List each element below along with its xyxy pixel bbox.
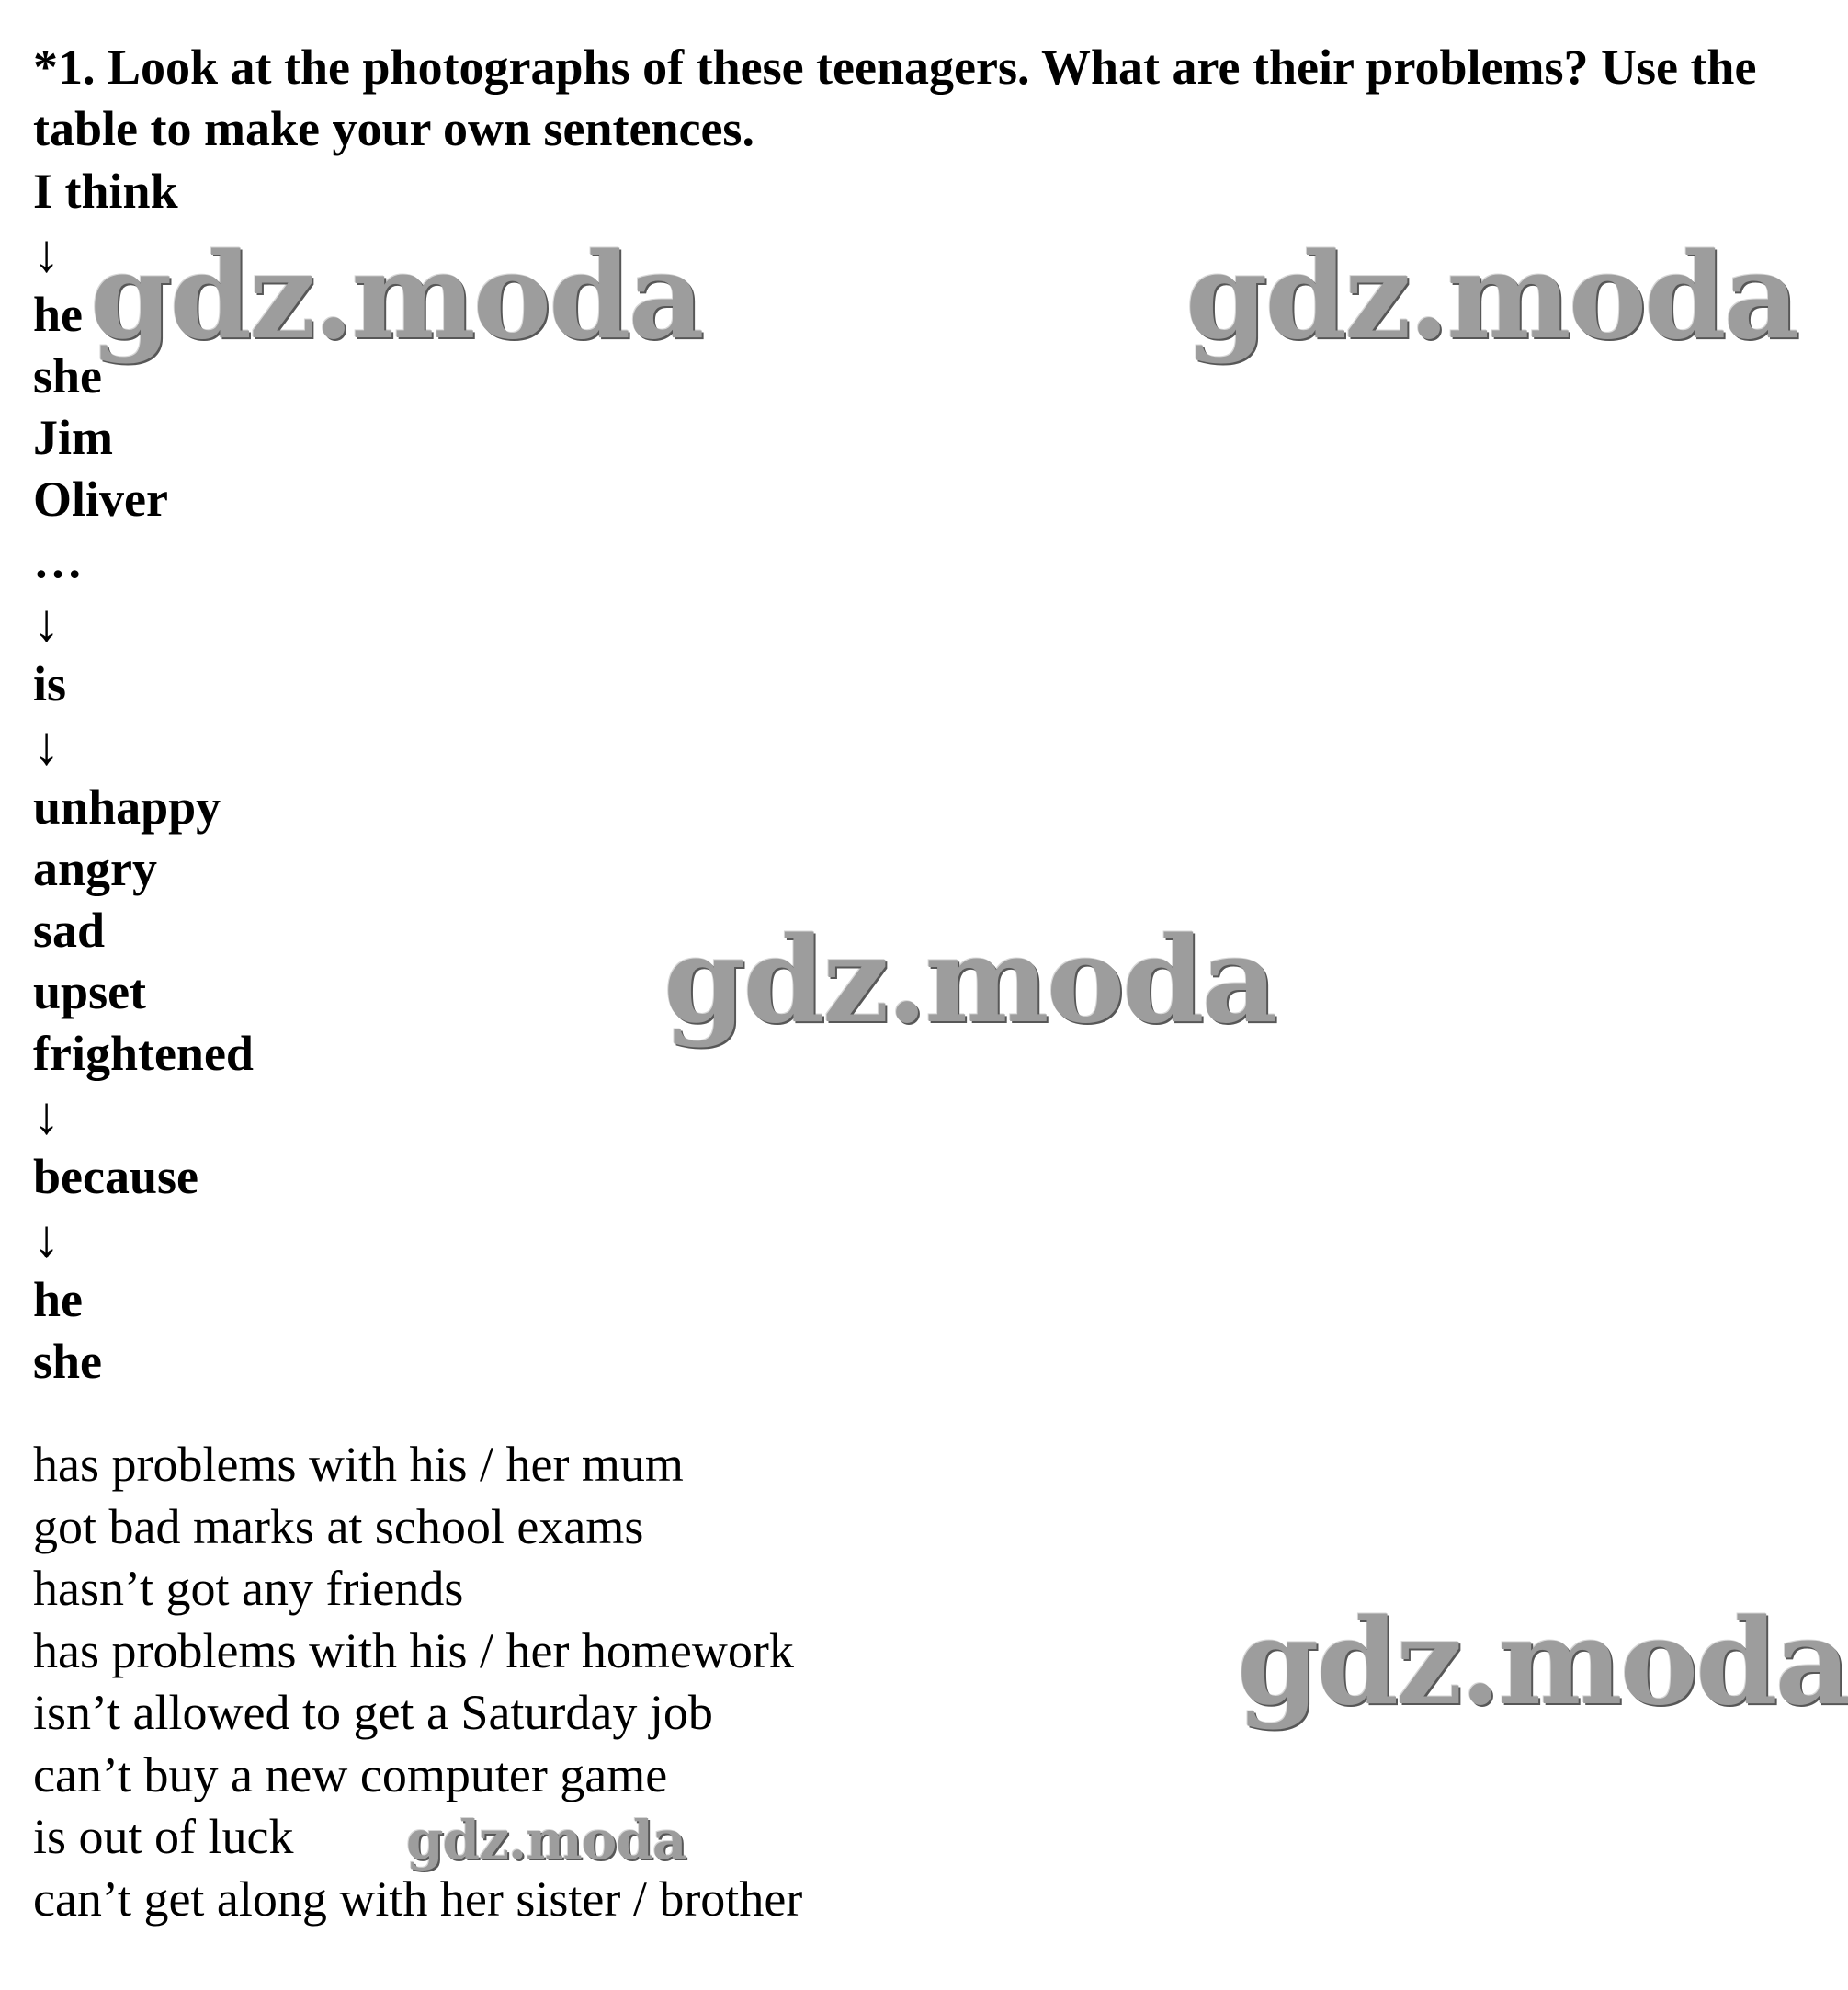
- pronoun-option: she: [33, 1334, 103, 1389]
- adjective-option: sad: [33, 903, 106, 958]
- subject-option: Oliver: [33, 472, 168, 527]
- down-arrow-icon: ↓: [33, 593, 60, 653]
- reason-option: can’t buy a new computer game: [33, 1746, 668, 1802]
- connector-word: because: [33, 1149, 198, 1204]
- subject-option: Jim: [33, 410, 113, 465]
- down-arrow-icon: ↓: [33, 1086, 60, 1145]
- watermark-logo: gdz.moda: [90, 228, 702, 366]
- reason-option: has problems with his / her homework: [33, 1622, 794, 1678]
- reason-option: isn’t allowed to get a Saturday job: [33, 1685, 713, 1740]
- adjective-option: frightened: [33, 1026, 254, 1081]
- subject-option: …: [33, 533, 83, 588]
- watermark-logo: gdz.moda: [663, 912, 1275, 1050]
- intro-phrase: I think: [33, 164, 178, 219]
- verb-word: is: [33, 656, 67, 711]
- adjective-option: unhappy: [33, 779, 221, 835]
- adjective-option: upset: [33, 964, 147, 1019]
- pronoun-option: he: [33, 1272, 83, 1327]
- reason-option: can’t get along with her sister / brother: [33, 1871, 803, 1927]
- reason-option: is out of luck: [33, 1809, 294, 1864]
- subject-option: she: [33, 348, 103, 404]
- exercise-title: *1. Look at the photographs of these teenagers. What are their problems? Use the table to make your own sentences.: [33, 40, 1757, 156]
- reason-option: hasn’t got any friends: [33, 1561, 464, 1616]
- subject-option: he: [33, 287, 83, 342]
- down-arrow-icon: ↓: [33, 1209, 60, 1268]
- adjective-option: angry: [33, 841, 157, 896]
- watermark-logo: gdz.moda: [1185, 228, 1797, 366]
- reason-option: got bad marks at school exams: [33, 1498, 644, 1554]
- watermark-logo: gdz.moda: [1237, 1594, 1848, 1732]
- down-arrow-icon: ↓: [33, 223, 60, 283]
- watermark-logo: gdz.moda: [406, 1809, 686, 1871]
- down-arrow-icon: ↓: [33, 716, 60, 776]
- reason-option: has problems with his / her mum: [33, 1437, 684, 1492]
